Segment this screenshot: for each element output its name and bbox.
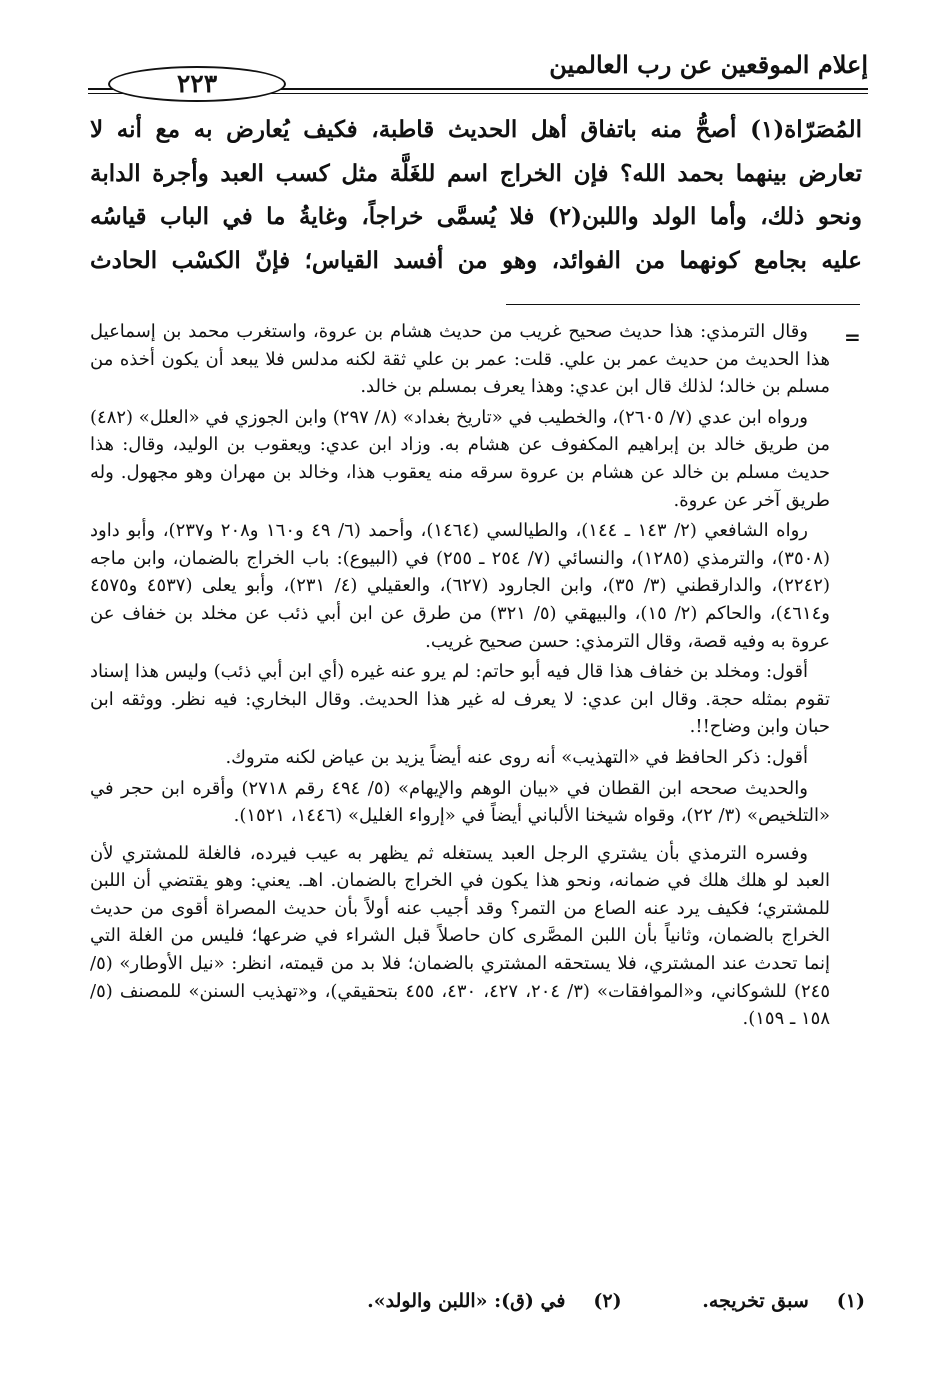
- footnotes: [225, 1290, 865, 1312]
- main-text-line: المُصَرّاة(١) أصحُّ منه باتفاق أهل الحديث قاطبة، فكيف يُعارض به مع أنه لا: [90, 116, 862, 143]
- footnote-text: سبق تخريجه.: [702, 1290, 809, 1312]
- footnote-body: [90, 318, 830, 1036]
- main-text-line: عليه بجامع كونهما من الفوائد، وهو من أفسد القياس؛ فإنّ الكسْب الحادث: [90, 246, 862, 274]
- main-text: [90, 108, 862, 282]
- main-text-line: تعارض بينهما بحمد الله؟ فإن الخراج اسم للغَلَّة مثل كسب العبد وأجرة الدابة: [90, 159, 862, 187]
- footnote-text: في (ق): «اللبن والولد».: [367, 1290, 566, 1312]
- running-head-title: إعلام الموقعين عن رب العالمين: [549, 50, 868, 79]
- footnote-divider: [506, 304, 860, 305]
- note-paragraph: ورواه ابن عدي (٧/ ٢٦٠٥)، والخطيب في «تاريخ بغداد» (٨/ ٢٩٧) وابن الجوزي في «العلل» (٤٨٢) من طريق خالد بن إبراهيم المكفوف عن هشام به. وزاد ابن عدي: ويعقوب بن الوليد، وقال: هذا حديث مسلم بن خالد عن هشام بن عروة سرقه منه يعقوب هذا، وخالد بن مهران وهو مجهول. وله طريق آخر عن عروة.: [90, 406, 830, 511]
- note-paragraph: والحديث صححه ابن القطان في «بيان الوهم والإيهام» (٥/ ٤٩٤ رقم ٢٧١٨) وأقره ابن حجر في «التلخيص» (٣/ ٢٢)، وقواه شيخنا الألباني أيضاً في «إرواء الغليل» (١٤٤٦، ١٥٢١).: [90, 777, 830, 827]
- note-paragraph: رواه الشافعي (٢/ ١٤٣ ـ ١٤٤)، والطيالسي (١٤٦٤)، وأحمد (٦/ ٤٩ و١٦٠ و٢٠٨ و٢٣٧)، وأبو داود (٣٥٠٨)، والترمذي (١٢٨٥)، والنسائي (٧/ ٢٥٤ ـ ٢٥٥) في (البيوع): باب الخراج بالضمان، وابن ماجه (٢٢٤٢)، والدارقطني (٣/ ٣٥)، وابن الجارود (٦٢٧)، والعقيلي (٤/ ٢٣١)، وأبو يعلى (٤٥٣٧ و٤٥٧٥ و٤٦١٤)، والحاكم (٢/ ١٥)، والبيهقي (٥/ ٣٢١) من طرق عن ابن أبي ذئب عن مخلد بن خفاف عن عروة به وفيه قصة، وقال الترمذي: حسن صحيح غريب.: [90, 520, 830, 652]
- page-number: ٢٢٣: [108, 66, 286, 102]
- footnote-2: [367, 1290, 621, 1312]
- note-paragraph: وفسره الترمذي بأن يشتري الرجل العبد يستغله ثم يظهر به عيب فيرده، فالغلة للمشتري لأن العبد لو هلك هلك في ضمانه، ونحو هذا يكون في الخراج بالضمان. اهـ. يعني: وهو يقتضي أن اللبن للمشتري؛ فكيف يرد عنه الصاع من التمر؟ وقد أجيب عنه أولاً بأن حديث المصراة أقوى من حديث الخراج بالضمان، وثانياً بأن اللبن المصَّرى كان حاصلاً قبل الشراء في ضرعها؛ فليس من الغلة التي إنما تحدث عند المشتري، فلا يستحقه المشتري بالضمان؛ فلا بد من قيمته، انظر: «نيل الأوطار» (٥/ ٢٤٥) للشوكاني، و«الموافقات» (٣/ ٢٠٤، ٤٢٧، ٤٣٠، ٤٥٥ بتحقيقي)، و«تهذيب السنن» للمصنف (٥/ ١٥٨ ـ ١٥٩).: [90, 842, 831, 1030]
- note-paragraph: وقال الترمذي: هذا حديث صحيح غريب من حديث هشام بن عروة، واستغرب محمد بن إسماعيل هذا الحديث من حديث عمر بن علي. قلت: عمر بن علي ثقة لكنه مدلس فلا يبعد أن يكون أخذه من مسلم بن خالد؛ لذلك قال ابن عدي: وهذا يعرف بمسلم بن خالد.: [90, 321, 830, 398]
- footnote-1: [702, 1290, 865, 1312]
- note-paragraph: أقول: ذكر الحافظ في «التهذيب» أنه روى عنه أيضاً يزيد بن عياض لكنه متروك.: [225, 746, 808, 768]
- footnote-number: (٢): [593, 1290, 622, 1312]
- note-paragraph: أقول: ومخلد بن خفاف هذا قال فيه أبو حاتم: لم يرو عنه غيره (أي ابن أبي ذئب) وليس هذا إسناد تقوم بمثله حجة. وقال ابن عدي: لا يعرف له غير هذا الحديث. وقال البخاري: فيه نظر. ووثقه ابن حبان وابن وضاح!!.: [90, 661, 830, 738]
- page-header: [88, 50, 868, 98]
- main-text-line: ونحو ذلك، وأما الولد واللبن(٢) فلا يُسمَّى خراجاً، وغايةُ ما في الباب قياسُه: [90, 203, 862, 230]
- continuation-mark: =: [844, 325, 861, 349]
- footnote-number: (١): [836, 1290, 865, 1312]
